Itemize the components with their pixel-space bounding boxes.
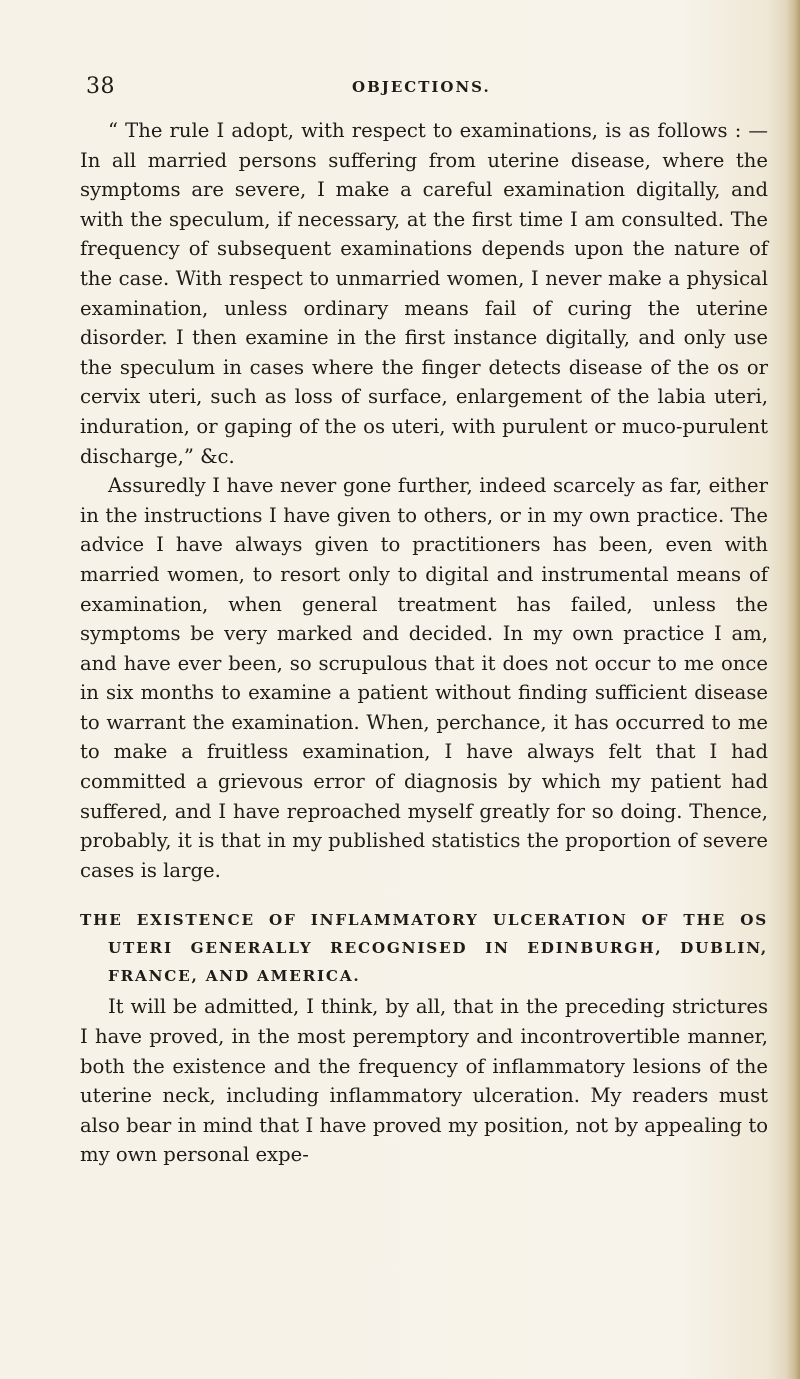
page-number: 38 [86, 74, 115, 99]
section-heading: THE EXISTENCE OF INFLAMMATORY ULCERATION OF THE OS UTERI GENERALLY RECOGNISED IN EDINBURGH, DUBLIN, FRANCE, AND AMERICA. [80, 911, 768, 986]
page-header [86, 74, 696, 104]
paragraph-quote: “ The rule I adopt, with respect to examinations, is as follows : —In all married persons suffering from uterine disease, where the symptoms are severe, I make a careful examination digitally, and with the speculum, if necessary, at the first time I am consulted. The frequency of subsequent examinations depends upon the nature of the case. With respect to unmarried women, I never make a physical examination, unless ordinary means fail of curing the uterine disorder. I then examine in the first instance digitally, and only use the speculum in cases where the finger detects disease of the os or cervix uteri, such as loss of surface, enlargement of the labia uteri, induration, or gaping of the os uteri, with purulent or muco-purulent discharge,” &c. [80, 119, 768, 468]
paragraph-practice: Assuredly I have never gone further, indeed scarcely as far, either in the instructions I have given to others, or in my own practice. The advice I have always given to practitioners has been, even with married women, to resort only to digital and instrumental means of examination, when general treatment has failed, unless the symptoms be very marked and decided. In my own practice I am, and have ever been, so scrupulous that it does not occur to me once in six months to examine a patient without finding sufficient disease to warrant the examination. When, perchance, it has occurred to me to make a fruitless examination, I have always felt that I had committed a grievous error of diagnosis by which my patient had suffered, and I have reproached myself greatly for so doing. Thence, probably, it is that in my published statistics the proportion of severe cases is large. [80, 474, 768, 882]
running-head: OBJECTIONS. [352, 78, 491, 96]
paragraph-admission: It will be admitted, I think, by all, that in the preceding strictures I have proved, in the most peremptory and incontrovertible manner, both the existence and the frequency of inflammatory lesions of the uterine neck, including inflammatory ulceration. My readers must also bear in mind that I have proved my position, not by appealing to my own personal expe- [80, 995, 768, 1167]
text-block [80, 116, 768, 1170]
page-edge-shadow [786, 0, 800, 1379]
